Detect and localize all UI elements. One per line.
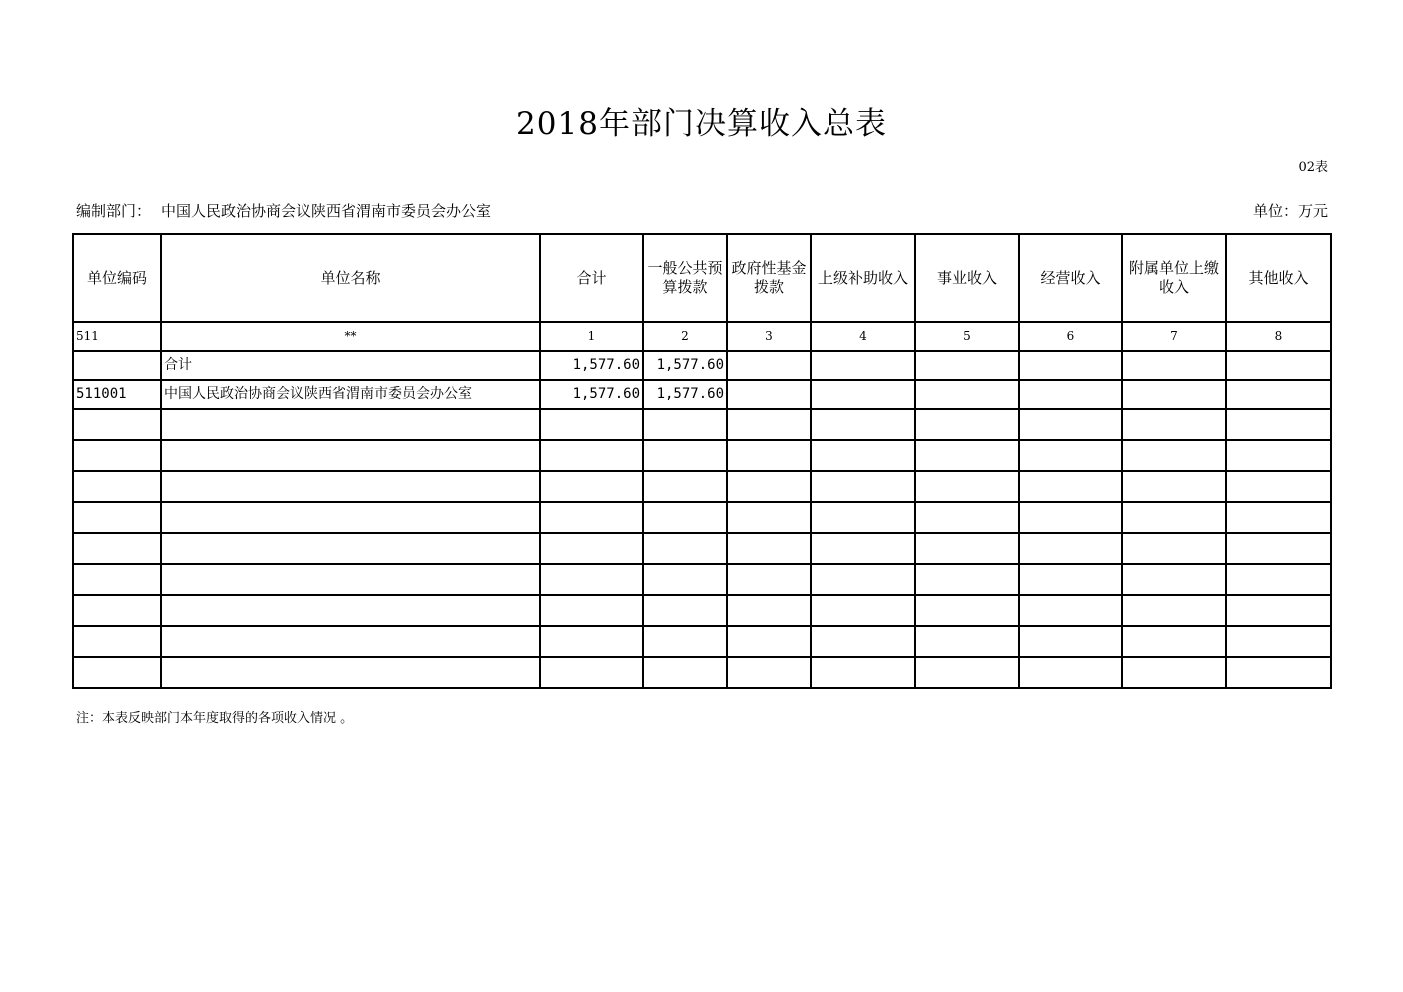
empty-cell — [811, 533, 915, 564]
empty-cell — [1019, 564, 1122, 595]
empty-cell — [811, 471, 915, 502]
table-row — [73, 380, 1331, 409]
empty-cell — [1122, 564, 1226, 595]
empty-cell — [1122, 409, 1226, 440]
empty-cell — [161, 564, 540, 595]
empty-cell — [1226, 409, 1331, 440]
empty-cell — [727, 657, 811, 688]
operating-income-cell — [1019, 380, 1122, 409]
empty-cell — [727, 626, 811, 657]
empty-cell — [643, 626, 727, 657]
unit-name-cell: 合计 — [161, 351, 540, 380]
empty-cell — [73, 595, 161, 626]
index-cell: 5 — [915, 322, 1019, 351]
empty-cell — [73, 440, 161, 471]
table-row — [73, 351, 1331, 380]
superior-subsidy-cell — [811, 351, 915, 380]
empty-cell — [915, 409, 1019, 440]
index-cell: 4 — [811, 322, 915, 351]
empty-cell — [73, 471, 161, 502]
empty-cell — [915, 502, 1019, 533]
empty-cell — [727, 533, 811, 564]
empty-cell — [161, 533, 540, 564]
empty-cell — [1122, 502, 1226, 533]
column-header: 事业收入 — [915, 234, 1019, 322]
header-row — [73, 234, 1331, 322]
prepared-by-line — [76, 201, 491, 221]
empty-cell — [811, 595, 915, 626]
empty-table-row — [73, 626, 1331, 657]
unit-label: 单位：万元 — [1252, 202, 1328, 220]
empty-cell — [727, 409, 811, 440]
empty-table-row — [73, 471, 1331, 502]
empty-cell — [540, 564, 643, 595]
column-index-row — [73, 322, 1331, 351]
empty-cell — [1122, 471, 1226, 502]
empty-cell — [1122, 533, 1226, 564]
operating-income-cell — [1019, 351, 1122, 380]
affiliated-income-cell — [1122, 380, 1226, 409]
empty-cell — [1019, 626, 1122, 657]
unit-name-cell: 中国人民政治协商会议陕西省渭南市委员会办公室 — [161, 380, 540, 409]
column-header: 附属单位上缴收入 — [1122, 234, 1226, 322]
empty-cell — [915, 657, 1019, 688]
empty-cell — [161, 657, 540, 688]
empty-cell — [1226, 564, 1331, 595]
column-header: 合计 — [540, 234, 643, 322]
empty-cell — [540, 502, 643, 533]
index-cell: 2 — [643, 322, 727, 351]
empty-cell — [1019, 657, 1122, 688]
empty-cell — [1226, 657, 1331, 688]
form-number: 02表 — [1298, 160, 1328, 175]
column-header: 单位名称 — [161, 234, 540, 322]
empty-cell — [915, 533, 1019, 564]
index-cell: 8 — [1226, 322, 1331, 351]
empty-cell — [811, 502, 915, 533]
index-cell: ** — [161, 322, 540, 351]
empty-cell — [643, 564, 727, 595]
empty-cell — [1122, 626, 1226, 657]
empty-table-row — [73, 440, 1331, 471]
empty-cell — [811, 409, 915, 440]
empty-cell — [643, 502, 727, 533]
income-summary-table — [72, 233, 1332, 689]
column-header: 经营收入 — [1019, 234, 1122, 322]
empty-table-row — [73, 533, 1331, 564]
gov-fund-cell — [727, 380, 811, 409]
empty-cell — [161, 409, 540, 440]
index-cell: 1 — [540, 322, 643, 351]
empty-cell — [1019, 533, 1122, 564]
gov-fund-cell — [727, 351, 811, 380]
empty-cell — [643, 657, 727, 688]
total-cell: 1,577.60 — [540, 380, 643, 409]
empty-cell — [643, 409, 727, 440]
superior-subsidy-cell — [811, 380, 915, 409]
empty-cell — [643, 533, 727, 564]
empty-cell — [811, 564, 915, 595]
empty-table-row — [73, 657, 1331, 688]
column-header: 其他收入 — [1226, 234, 1331, 322]
empty-cell — [1019, 502, 1122, 533]
empty-cell — [540, 409, 643, 440]
footnote: 注：本表反映部门本年度取得的各项收入情况 。 — [76, 711, 354, 726]
empty-cell — [643, 595, 727, 626]
empty-table-row — [73, 595, 1331, 626]
empty-cell — [727, 595, 811, 626]
total-cell: 1,577.60 — [540, 351, 643, 380]
empty-cell — [540, 471, 643, 502]
column-header: 单位编码 — [73, 234, 161, 322]
empty-cell — [727, 502, 811, 533]
empty-cell — [161, 595, 540, 626]
column-header: 上级补助收入 — [811, 234, 915, 322]
empty-cell — [1226, 502, 1331, 533]
other-income-cell — [1226, 351, 1331, 380]
empty-cell — [540, 595, 643, 626]
empty-cell — [540, 533, 643, 564]
empty-cell — [161, 440, 540, 471]
index-cell: 3 — [727, 322, 811, 351]
empty-cell — [1019, 595, 1122, 626]
affiliated-income-cell — [1122, 351, 1226, 380]
other-income-cell — [1226, 380, 1331, 409]
empty-cell — [643, 440, 727, 471]
column-header: 政府性基金拨款 — [727, 234, 811, 322]
empty-cell — [1122, 440, 1226, 471]
unit-code-cell: 511001 — [73, 380, 161, 409]
empty-cell — [1226, 626, 1331, 657]
empty-cell — [727, 440, 811, 471]
empty-cell — [540, 626, 643, 657]
empty-cell — [540, 440, 643, 471]
empty-cell — [161, 471, 540, 502]
empty-cell — [1019, 440, 1122, 471]
empty-cell — [915, 626, 1019, 657]
general-budget-cell: 1,577.60 — [643, 380, 727, 409]
empty-cell — [915, 440, 1019, 471]
business-income-cell — [915, 380, 1019, 409]
empty-cell — [1122, 657, 1226, 688]
empty-table-row — [73, 502, 1331, 533]
index-cell: 511 — [73, 322, 161, 351]
dept-name: 中国人民政治协商会议陕西省渭南市委员会办公室 — [161, 202, 492, 220]
empty-cell — [811, 626, 915, 657]
empty-cell — [1122, 595, 1226, 626]
unit-code-cell — [73, 351, 161, 380]
empty-table-row — [73, 409, 1331, 440]
empty-cell — [811, 657, 915, 688]
business-income-cell — [915, 351, 1019, 380]
index-cell: 7 — [1122, 322, 1226, 351]
empty-cell — [811, 440, 915, 471]
general-budget-cell: 1,577.60 — [643, 351, 727, 380]
empty-cell — [915, 471, 1019, 502]
empty-cell — [73, 533, 161, 564]
report-title: 2018年部门决算收入总表 — [516, 106, 887, 142]
empty-cell — [73, 626, 161, 657]
empty-cell — [915, 564, 1019, 595]
empty-cell — [73, 657, 161, 688]
empty-cell — [73, 564, 161, 595]
empty-cell — [73, 409, 161, 440]
index-cell: 6 — [1019, 322, 1122, 351]
empty-cell — [727, 564, 811, 595]
empty-cell — [1019, 471, 1122, 502]
column-header: 一般公共预算拨款 — [643, 234, 727, 322]
empty-cell — [727, 471, 811, 502]
empty-cell — [1226, 440, 1331, 471]
empty-cell — [1226, 471, 1331, 502]
empty-cell — [915, 595, 1019, 626]
empty-cell — [161, 502, 540, 533]
dept-label: 编制部门： — [76, 202, 152, 220]
empty-cell — [73, 502, 161, 533]
empty-table-row — [73, 564, 1331, 595]
empty-cell — [1226, 533, 1331, 564]
empty-cell — [643, 471, 727, 502]
empty-cell — [161, 626, 540, 657]
empty-cell — [1226, 595, 1331, 626]
empty-cell — [540, 657, 643, 688]
empty-cell — [1019, 409, 1122, 440]
